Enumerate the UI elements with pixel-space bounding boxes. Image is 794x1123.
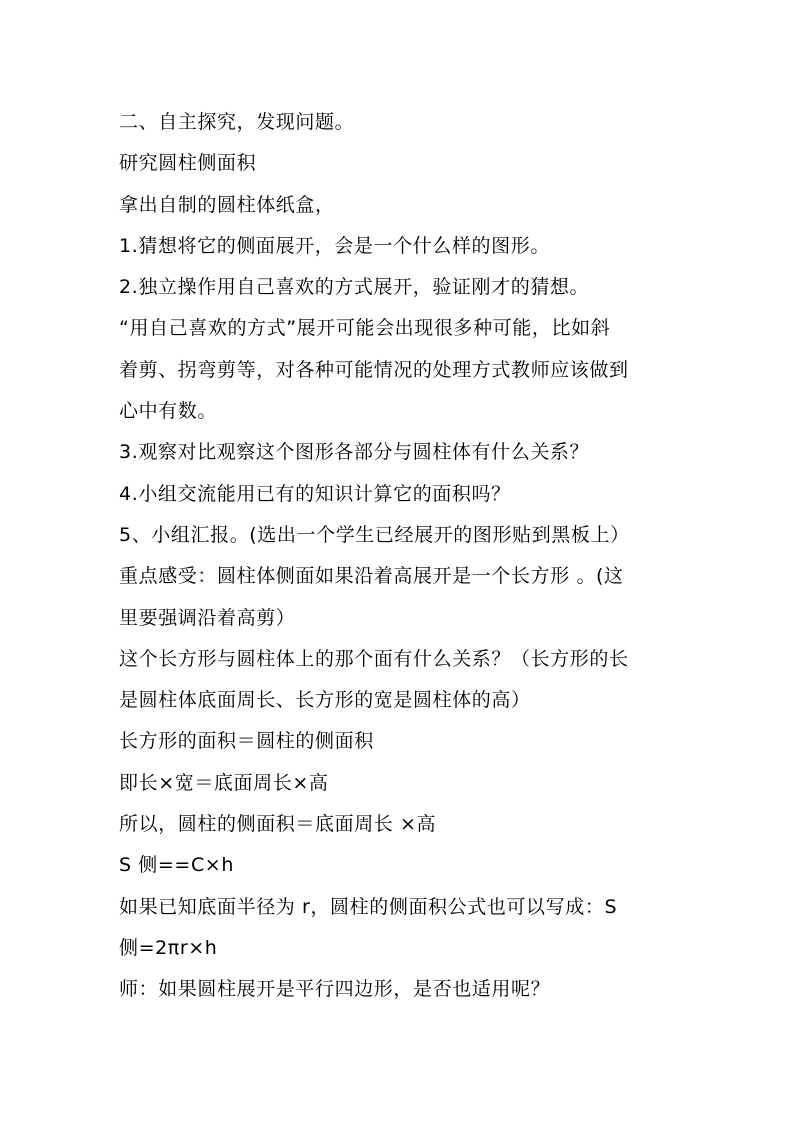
text-line: 是圆柱体底面周长、长方形的宽是圆柱体的高） [119, 689, 531, 712]
step-3: 3.观察对比观察这个图形各部分与圆柱体有什么关系？ [119, 441, 590, 464]
text-line: “用自己喜欢的方式”展开可能会出现很多种可能，比如斜 [119, 317, 611, 340]
formula-line: 侧=2πr×h [119, 936, 218, 959]
text-line: 如果已知底面半径为 r，圆柱的侧面积公式也可以写成：S [119, 895, 618, 918]
text-line: 里要强调沿着高剪） [119, 606, 296, 629]
text-line: 拿出自制的圆柱体纸盒， [119, 193, 335, 216]
text-line: 这个长方形与圆柱体上的那个面有什么关系？（长方形的长 [119, 647, 629, 670]
formula-line: 长方形的面积＝圆柱的侧面积 [119, 730, 374, 753]
formula-line: 所以，圆柱的侧面积＝底面周长 ×高 [119, 813, 437, 836]
subheading: 研究圆柱侧面积 [119, 152, 257, 175]
text-line: 师：如果圆柱展开是平行四边形，是否也适用呢？ [119, 978, 551, 1001]
formula-line: 即长×宽＝底面周长×高 [119, 771, 329, 794]
section-heading: 二、自主探究，发现问题。 [119, 111, 355, 133]
step-5: 5、小组汇报。(选出一个学生已经展开的图形贴到黑板上） [119, 523, 630, 546]
text-line: 重点感受：圆柱体侧面如果沿着高展开是一个长方形 。(这 [119, 565, 624, 588]
step-4: 4.小组交流能用已有的知识计算它的面积吗？ [119, 482, 511, 505]
text-line: 着剪、拐弯剪等，对各种可能情况的处理方式教师应该做到 [119, 358, 629, 381]
step-2: 2.独立操作用自己喜欢的方式展开，验证刚才的猜想。 [119, 276, 590, 299]
text-line: 心中有数。 [119, 400, 218, 423]
formula-line: S 侧==C×h [119, 854, 234, 877]
step-1: 1.猜想将它的侧面展开，会是一个什么样的图形。 [119, 234, 550, 257]
document-body [119, 102, 679, 1011]
